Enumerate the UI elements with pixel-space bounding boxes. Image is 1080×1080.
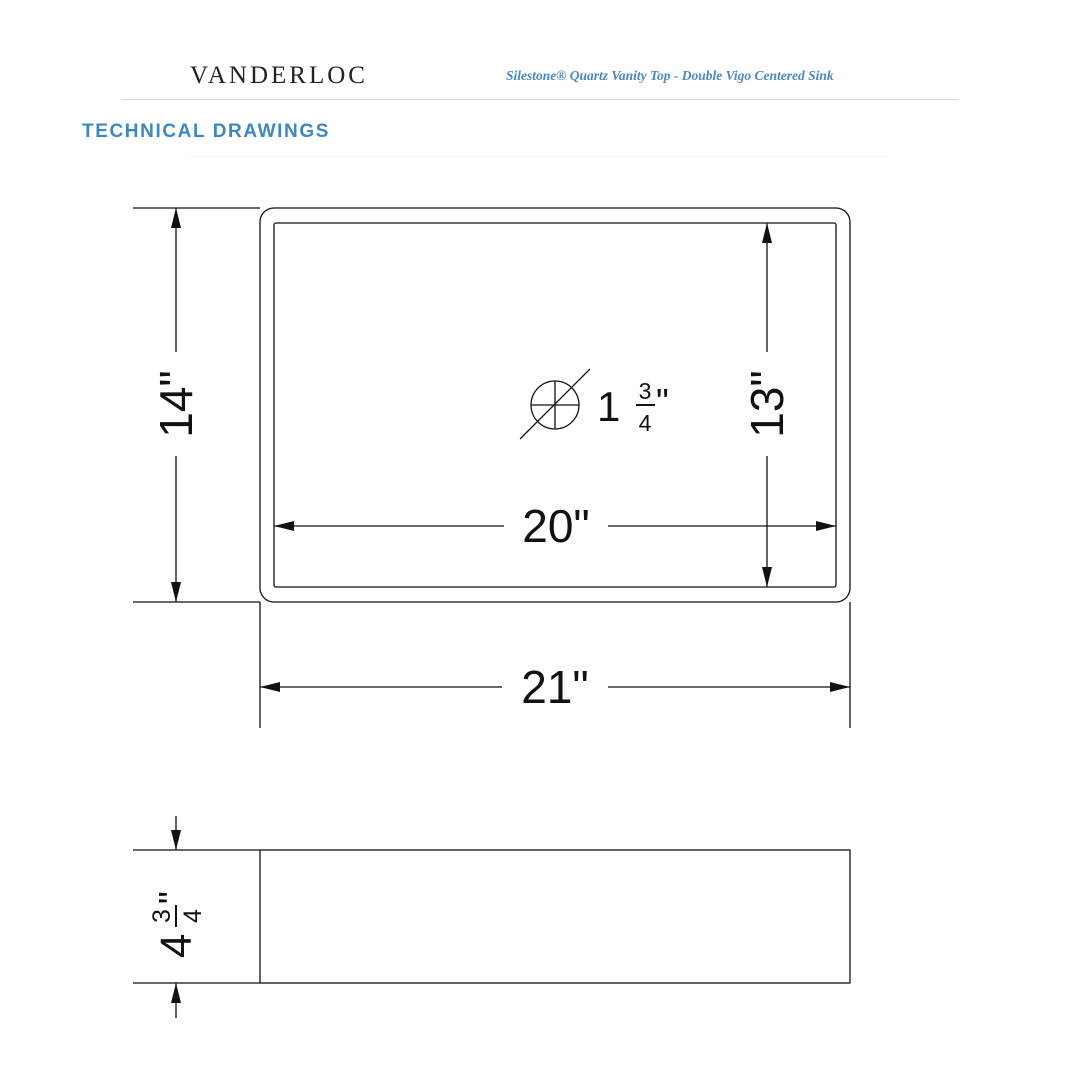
dimension-label-inner-width: 20"	[522, 500, 590, 552]
top-view	[133, 208, 850, 728]
height-whole: 4	[152, 933, 201, 958]
height-numerator: 3	[148, 909, 176, 923]
drain-diameter-unit: "	[656, 381, 669, 422]
height-unit: "	[151, 891, 192, 904]
dimension-label-inner-depth: 13"	[741, 370, 793, 438]
drain-diameter-whole: 1	[597, 383, 621, 430]
height-denominator: 4	[179, 909, 207, 923]
drain-diameter-denominator: 4	[638, 410, 652, 436]
drain-diameter-numerator: 3	[638, 378, 652, 404]
brand-logo: VANDERLOC	[190, 62, 368, 89]
countertop-side-outline	[260, 850, 850, 983]
side-view	[133, 816, 850, 1018]
dimension-label-drain-diameter	[597, 378, 669, 436]
dimension-label-overall-width: 21"	[521, 661, 589, 713]
dimension-label-height	[148, 891, 207, 958]
drain-hole-icon	[520, 369, 590, 439]
section-title: TECHNICAL DRAWINGS	[82, 121, 331, 142]
dimension-label-overall-depth: 14"	[150, 370, 202, 438]
document-title: Silestone® Quartz Vanity Top - Double Vigo Centered Sink	[506, 68, 834, 83]
